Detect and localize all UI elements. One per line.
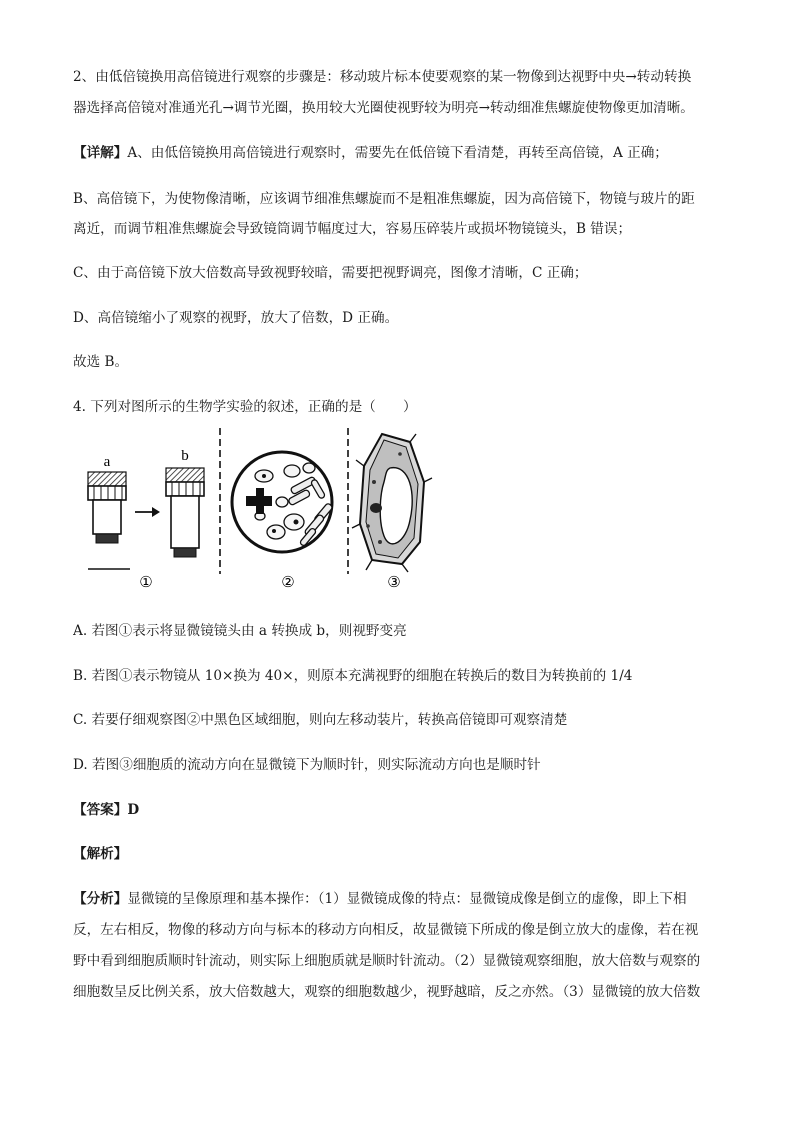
answer-line: 【答案】D [73,802,140,818]
text-line: 2、由低倍镜换用高倍镜进行观察的步骤是：移动玻片标本使要观察的某一物像到达视野中央→转动转换 [73,69,692,85]
objective-lens-b [166,468,204,557]
option-d: D. 若图③细胞质的流动方向在显微镜下为顺时针，则实际流动方向也是顺时针 [73,757,541,773]
question-stem: 4. 下列对图所示的生物学实验的叙述，正确的是（ ） [73,399,417,415]
plant-cell [352,434,432,572]
caption-1: ① [139,573,153,591]
text-line: 器选择高倍镜对准通光孔→调节光圈，换用较大光圈使视野较为明亮→转动细准焦螺旋使物像更加清晰。 [73,100,694,116]
analysis-paragraph [73,884,723,914]
field-of-view [232,452,333,552]
text-line: A、由低倍镜换用高倍镜进行观察时，需要先在低倍镜下看清楚，再转至高倍镜，A 正确； [127,145,668,161]
option-a: A. 若图①表示将显微镜镜头由 a 转换成 b，则视野变亮 [73,623,407,639]
text-line: 故选 B。 [73,354,129,370]
detail-paragraph [73,138,723,168]
text-line: C、由于高倍镜下放大倍数高导致视野较暗，需要把视野调亮，图像才清晰，C 正确； [73,265,588,281]
text-line: 离近，而调节粗准焦螺旋会导致镜筒调节幅度过大，容易压碎装片或损坏物镜镜头，B 错误； [73,221,632,237]
nucleus [370,503,382,513]
detail-tag: 【详解】 [73,145,128,161]
objective-lens-a [88,472,126,543]
caption-2: ② [281,573,295,591]
figure-svg [80,424,440,594]
text-line: D、高倍镜缩小了观察的视野，放大了倍数，D 正确。 [73,310,399,326]
analysis-heading: 【解析】 [73,846,128,862]
option-b: B. 若图①表示物镜从 10×换为 40×，则原本充满视野的细胞在转换后的数目为转换前的 1/4 [73,668,633,684]
text-line: 野中看到细胞质顺时针流动，则实际上细胞质就是顺时针流动。（2）显微镜观察细胞，放大倍数与观察的 [73,953,701,969]
text-line: 反，左右相反，物像的移动方向与标本的移动方向相反，故显微镜下所成的像是倒立放大的虚像，若在视 [73,922,699,938]
text-line: 显微镜的呈像原理和基本操作：（1）显微镜成像的特点：显微镜成像是倒立的虚像，即上下相 [127,891,687,907]
text-line: 细胞数呈反比例关系，放大倍数越大，观察的细胞数越少，视野越暗，反之亦然。（3）显微镜的放大倍数 [73,984,701,1000]
arrow-icon [135,507,160,517]
caption-3: ③ [387,573,401,591]
text-line: B、高倍镜下，为使物像清晰，应该调节细准焦螺旋而不是粗准焦螺旋，因为高倍镜下，物镜与玻片的距 [73,191,695,207]
analysis-tag: 【分析】 [73,891,128,907]
label-b: b [181,448,189,464]
experiment-figure [80,424,440,594]
label-a: a [103,454,111,470]
option-c: C. 若要仔细观察图②中黑色区域细胞，则向左移动装片，转换高倍镜即可观察清楚 [73,712,568,728]
